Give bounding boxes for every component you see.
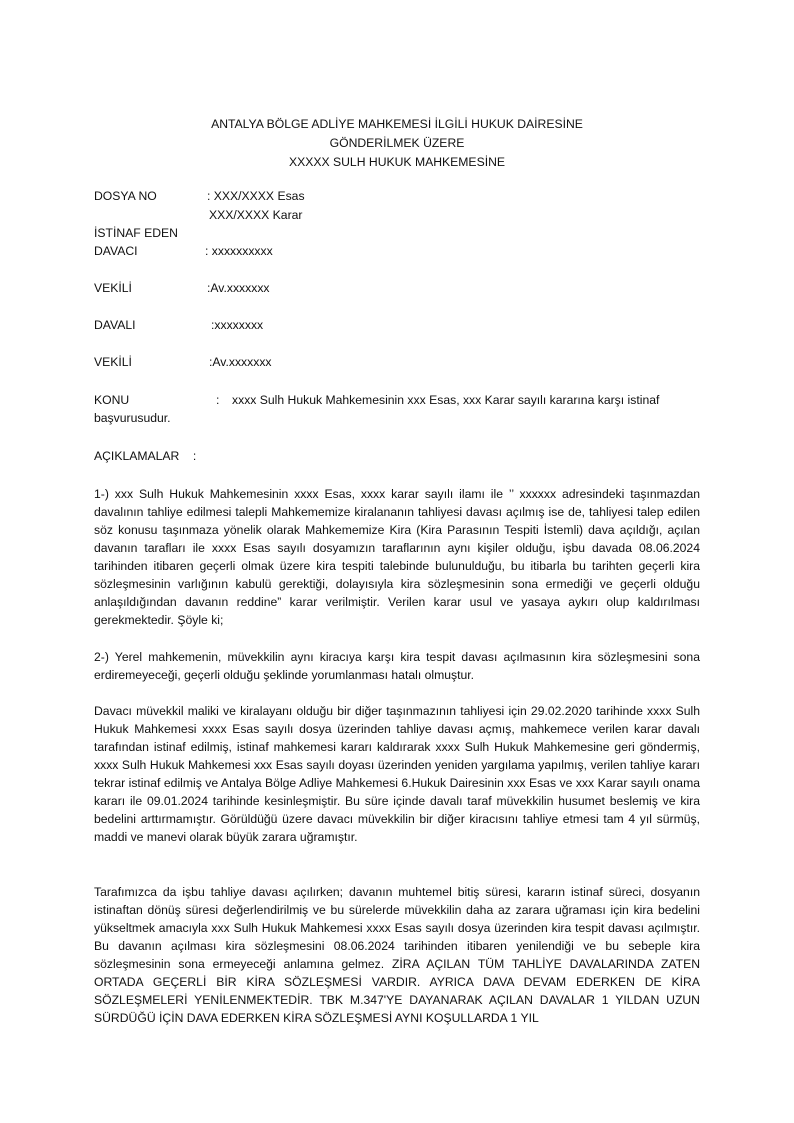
davaci-value: : xxxxxxxxxx <box>205 244 273 258</box>
dosya-no-karar-value: XXX/XXXX Karar <box>209 208 303 222</box>
paragraph-1: 1-) xxx Sulh Hukuk Mahkemesinin xxxx Esas, xxxx karar sayılı ilamı ile ’’ xxxxxx adresindeki taşınmazdan davalının tahliye edilmesi talepli Mahkememize kiralananın tahliyesi davası açılmış ise de, tahliyesi talep edilen söz konusu taşınmaza yönelik olarak Mahkememize Kira (Kira Parasının Tespiti İstemli) dava açıldığı, açılan davanın tarafları ile xxxx Esas sayılı dosyamızın taraflarının aynı kişiler olduğu, işbu davada 08.06.2024 tarihinden itibaren geçerli olmak üzere kira tespiti talebinde bulunulduğu, bu itibarla bu tarihten geçerli kira sözleşmesinin varlığının kabulü gerektiği, dolayısıyla kira sözleşmesinin sona ermediği ve geçerli olduğu anlaşıldığından davanın reddine” karar verilmiştir. Verilen karar usul ve yasaya aykırı olup kaldırılması gerekmektedir. Şöyle ki; <box>94 487 700 627</box>
davali-value: :xxxxxxxx <box>211 318 264 332</box>
dosya-no-value: : XXX/XXXX Esas <box>207 189 305 203</box>
court-header <box>0 115 794 172</box>
paragraph-2: 2-) Yerel mahkemenin, müvekkilin aynı kiracıya karşı kira tespit davası açılmasının kira sözleşmesini sona erdiremeyeceği, geçerli olduğu şeklinde yorumlanması hatalı olmuştur. <box>94 650 700 682</box>
vekil-2-label: VEKİLİ <box>94 355 132 369</box>
dosya-no-label: DOSYA NO <box>94 189 157 203</box>
konu-value-continued: başvurusudur. <box>94 411 171 425</box>
header-line-1: ANTALYA BÖLGE ADLİYE MAHKEMESİ İLGİLİ HUKUK DAİRESİNE <box>211 117 583 131</box>
paragraph-3: Davacı müvekkil maliki ve kiralayanı olduğu bir diğer taşınmazının tahliyesi için 29.02.2020 tarihinde xxxx Sulh Hukuk Mahkemesi xxxx Esas sayılı dosya üzerinden tahliye davası açmış, mahkemece verilen karar davalı tarafından istinaf edilmiş, istinaf mahkemesi kararı kaldırarak xxxx Sulh Hukuk Mahkemesine geri göndermiş, xxxx Sulh Hukuk Mahkemesi xxx Esas sayılı doyası üzerinden yeniden yargılama yapılmış, verilen tahliye kararı tekrar istinaf edilmiş ve Antalya Bölge Adliye Mahkemesi 6.Hukuk Dairesinin xxx Esas ve xxx Karar sayılı onama kararı ile 09.01.2024 tarihinde kesinleşmiştir. Bu süre içinde davalı taraf müvekkilin husumet beslemiş ve kira bedelini arttırmamıştır. Görüldüğü üzere davacı müvekkilin bir diğer kiracısını tahliye etmesi tam 4 yıl sürmüş, maddi ve manevi olarak büyük zarara uğramıştır. <box>94 704 700 844</box>
vekil-1-label: VEKİLİ <box>94 281 132 295</box>
header-line-2: GÖNDERİLMEK ÜZERE <box>329 136 465 150</box>
konu-value: xxxx Sulh Hukuk Mahkemesinin xxx Esas, xxx Karar sayılı kararına karşı istinaf <box>232 393 660 407</box>
istinaf-eden-label: İSTİNAF EDEN <box>94 226 178 240</box>
vekil-2-value: :Av.xxxxxxx <box>209 355 272 369</box>
konu-label: KONU <box>94 393 130 407</box>
davaci-label: DAVACI <box>94 244 138 258</box>
vekil-1-value: :Av.xxxxxxx <box>207 281 270 295</box>
aciklamalar-label: AÇIKLAMALAR : <box>94 449 197 463</box>
konu-colon: : <box>216 393 220 407</box>
paragraph-4: Tarafımızca da işbu tahliye davası açılırken; davanın muhtemel bitiş süresi, kararın istinaf süreci, dosyanın istinaftan dönüş süresi değerlendirilmiş ve bu sürelerde müvekkilin daha az zarara uğraması için kira bedelini yükseltmek amacıyla xxx Sulh Hukuk Mahkemesi xxxx Esas sayılı dosya üzerinden kira tespit davası açılmıştır. Bu davanın açılması kira sözleşmesini 08.06.2024 tarihinden itibaren yenilendiği ve bu sebeple kira sözleşmesinin sona ermeyeceği anlamına gelmez. ZİRA AÇILAN TÜM TAHLİYE DAVALARINDA ZATEN ORTADA GEÇERLİ BİR KİRA SÖZLEŞMESİ VARDIR. AYRICA DAVA DEVAM EDERKEN DE KİRA SÖZLEŞMELERİ YENİLENMEKTEDİR. TBK M.347'YE DAYANARAK AÇILAN DAVALAR 1 YILDAN UZUN SÜRDÜĞÜ İÇİN DAVA EDERKEN KİRA SÖZLEŞMESİ AYNI KOŞULLARDA 1 YIL <box>94 885 700 1025</box>
header-line-3: XXXXX SULH HUKUK MAHKEMESİNE <box>288 155 506 169</box>
davali-label: DAVALI <box>94 318 136 332</box>
